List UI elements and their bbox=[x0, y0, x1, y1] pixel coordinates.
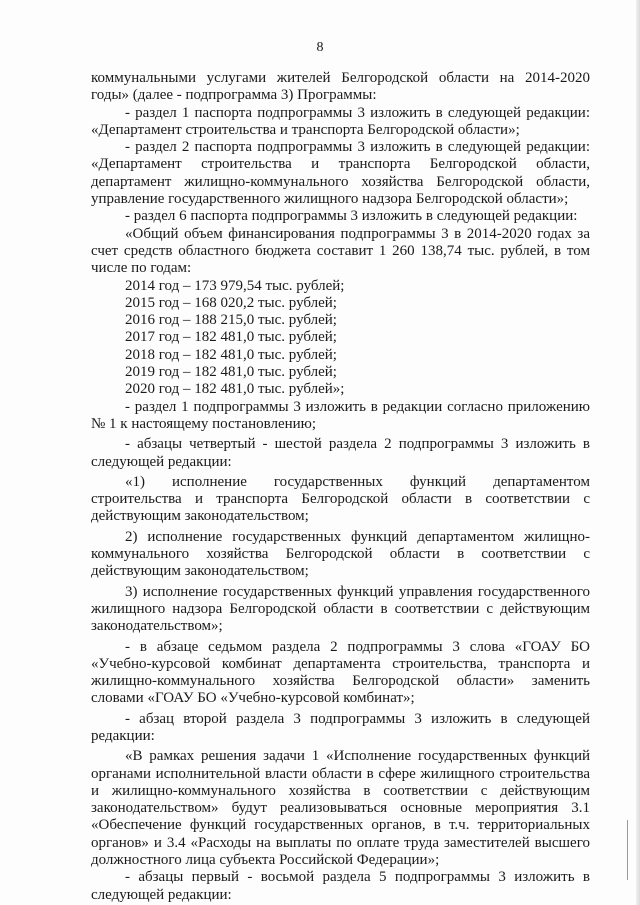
paragraph-section-3-intro: - абзац второй раздела 3 подпрограммы 3 изложить в следующей редакции: bbox=[91, 710, 590, 744]
year-line-2019: 2019 год – 182 481,0 тыс. рублей; bbox=[125, 364, 337, 381]
paragraph-section-5-intro: - абзацы первый - восьмой раздела 5 подпрограммы 3 изложить в следующей редакции: bbox=[91, 869, 590, 903]
scan-margin-mark bbox=[627, 820, 628, 880]
paragraph-item-1: «1) исполнение государственных функций департаментом строительства и транспорта Белгородской области в соответствии с действующим законодательством; bbox=[91, 473, 590, 525]
paragraph-section-1: - раздел 1 подпрограммы 3 изложить в редакции согласно приложению № 1 к настоящему постановлению; bbox=[91, 398, 590, 432]
year-line-2016: 2016 год – 188 215,0 тыс. рублей; bbox=[125, 312, 337, 329]
year-line-2014: 2014 год – 173 979,54 тыс. рублей; bbox=[125, 277, 345, 294]
year-line-2018: 2018 год – 182 481,0 тыс. рублей; bbox=[125, 346, 337, 363]
paragraph-section-2-seventh: - в абзаце седьмом раздела 2 подпрограммы 3 слова «ГОАУ БО «Учебно-курсовой комбинат департамента строительства, транспорта и жилищно-коммунального хозяйства Белгородской области» заменить словами «ГОАУ БО «Учебно-курсовой комбинат»; bbox=[91, 638, 590, 707]
paragraph-section-2-passport: - раздел 2 паспорта подпрограммы 3 изложить в следующей редакции: «Департамент строительства и транспорта Белгородской области, департамент жилищно-коммунального хозяйства Белгородской области, управление государственного жилищного надзора Белгородской области»; bbox=[91, 139, 590, 208]
scan-edge-shadow bbox=[636, 0, 640, 905]
paragraph-continuation: коммунальными услугами жителей Белгородской области на 2014-2020 годы» (далее - подпрограмма 3) Программы: bbox=[91, 70, 590, 104]
year-line-2020: 2020 год – 182 481,0 тыс. рублей»; bbox=[125, 381, 345, 398]
year-line-2015: 2015 год – 168 020,2 тыс. рублей; bbox=[125, 294, 337, 311]
paragraph-section-6-passport: - раздел 6 паспорта подпрограммы 3 изложить в следующей редакции: bbox=[125, 208, 578, 225]
document-body bbox=[91, 70, 590, 904]
year-line-2017: 2017 год – 182 481,0 тыс. рублей; bbox=[125, 329, 337, 346]
paragraph-funding-total: «Общий объем финансирования подпрограммы 3 в 2014-2020 годах за счет средств областного бюджета составит 1 260 138,74 тыс. рублей, в том числе по годам: bbox=[91, 225, 590, 277]
paragraph-task-1: «В рамках решения задачи 1 «Исполнение государственных функций органами исполнительной власти области в сфере жилищного строительства и жилищно-коммунального хозяйства в соответствии с действующим законодательством» будут реализовываться основные мероприятия 3.1 «Обеспечение функций государственных органов, в т.ч. территориальных органов» и 3.4 «Расходы на выплаты по оплате труда заместителей высшего должностного лица субъекта Российской Федерации»; bbox=[91, 748, 590, 869]
paragraph-section-1-passport: - раздел 1 паспорта подпрограммы 3 изложить в следующей редакции: «Департамент строительства и транспорта Белгородской области»; bbox=[91, 104, 590, 138]
paragraph-item-3: 3) исполнение государственных функций управления государственного жилищного надзора Белгородской области в соответствии с действующим законодательством»; bbox=[91, 583, 590, 635]
paragraph-item-2: 2) исполнение государственных функций департаментом жилищно-коммунального хозяйства Белгородской области в соответствии с действующим законодательством; bbox=[91, 528, 590, 580]
paragraph-section-2-intro: - абзацы четвертый - шестой раздела 2 подпрограммы 3 изложить в следующей редакции: bbox=[91, 436, 590, 470]
page-number: 8 bbox=[316, 40, 324, 55]
